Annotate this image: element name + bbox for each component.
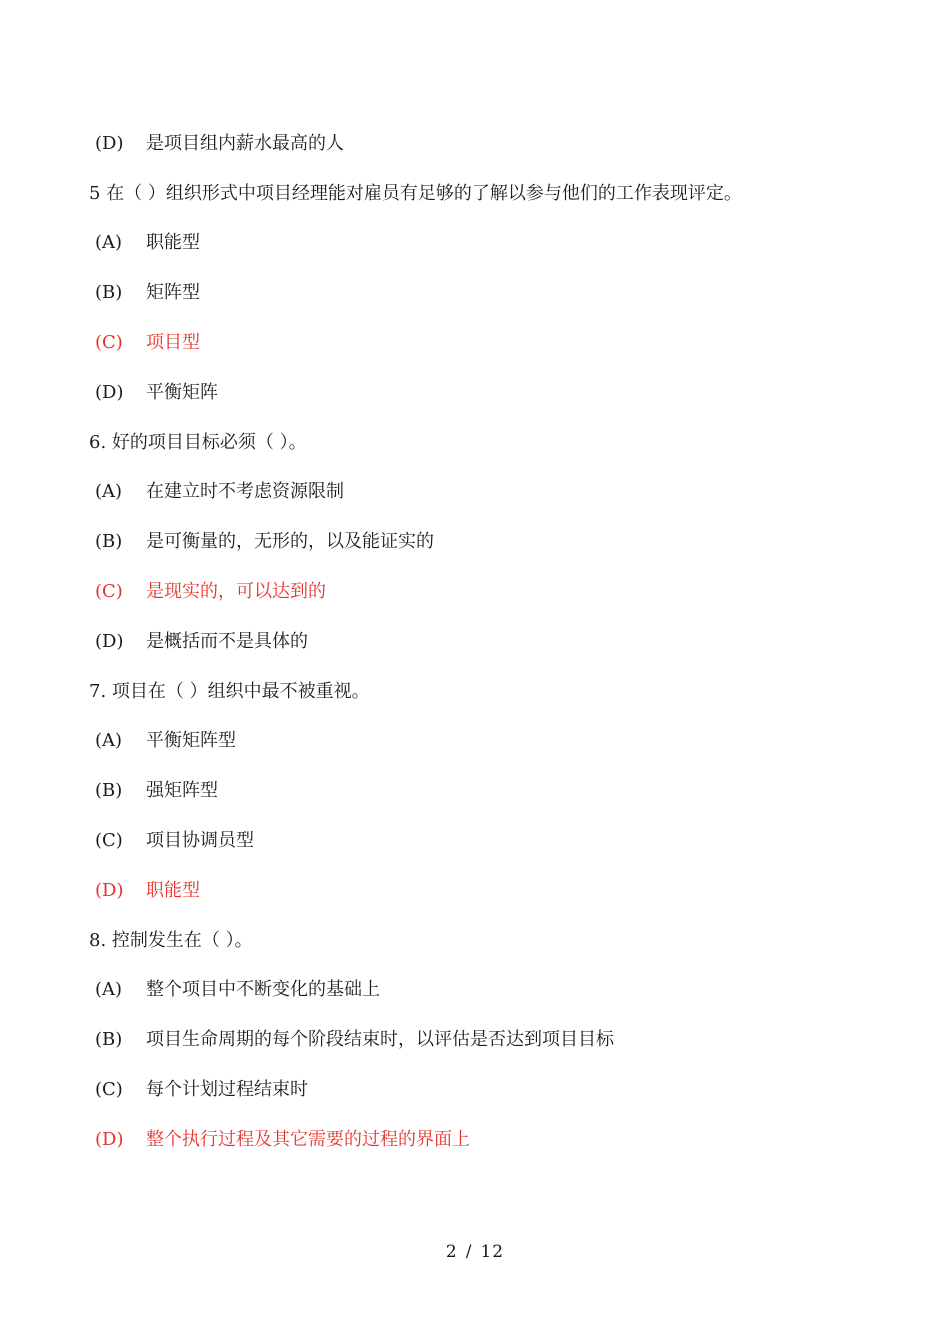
option-text: 在建立时不考虑资源限制	[146, 481, 344, 502]
option-letter: (D)	[95, 1129, 124, 1150]
q6-option-c-correct	[95, 580, 326, 604]
page-current: 2	[445, 1242, 458, 1262]
option-letter: (D)	[95, 631, 124, 652]
option-letter: (B)	[95, 282, 123, 303]
q7-stem: 7. 项目在（ ）组织中最不被重视。	[89, 681, 370, 702]
q5-option-b	[95, 281, 200, 305]
q6-option-a	[95, 480, 344, 504]
option-letter: (A)	[95, 730, 123, 751]
option-text: 矩阵型	[146, 282, 200, 303]
option-text: 强矩阵型	[146, 780, 218, 801]
option-text: 项目协调员型	[146, 830, 254, 851]
option-text: 是项目组内薪水最高的人	[146, 133, 344, 154]
option-letter: (B)	[95, 780, 123, 801]
option-text: 每个计划过程结束时	[146, 1079, 308, 1100]
option-letter: (D)	[95, 133, 124, 154]
option-letter: (B)	[95, 531, 123, 552]
page-number	[0, 1240, 950, 1264]
q5-option-a	[95, 231, 200, 255]
q7-option-b	[95, 779, 218, 803]
option-text: 平衡矩阵	[146, 382, 218, 403]
q8-stem: 8. 控制发生在（ ）。	[89, 930, 253, 951]
option-letter: (A)	[95, 481, 123, 502]
page-separator: /	[465, 1242, 473, 1262]
option-letter: (A)	[95, 232, 123, 253]
q7-option-d-correct	[95, 879, 200, 903]
q5-option-c-correct	[95, 331, 200, 355]
option-text: 平衡矩阵型	[146, 730, 236, 751]
q7-option-a	[95, 729, 236, 753]
q6-stem: 6. 好的项目目标必须（ ）。	[89, 432, 307, 453]
q4-option-d	[95, 132, 344, 156]
option-text: 整个执行过程及其它需要的过程的界面上	[146, 1129, 470, 1150]
option-letter: (D)	[95, 880, 124, 901]
option-letter: (C)	[95, 581, 123, 602]
option-letter: (C)	[95, 332, 123, 353]
option-text: 项目生命周期的每个阶段结束时，以评估是否达到项目目标	[146, 1029, 614, 1050]
option-letter: (A)	[95, 979, 123, 1000]
option-letter: (C)	[95, 1079, 123, 1100]
option-text: 是概括而不是具体的	[146, 631, 308, 652]
q5-option-d	[95, 381, 218, 405]
option-text: 职能型	[146, 880, 200, 901]
q8-option-d-correct	[95, 1128, 470, 1152]
q7-option-c	[95, 829, 254, 853]
option-text: 是可衡量的，无形的，以及能证实的	[146, 531, 434, 552]
q6-option-b	[95, 530, 434, 554]
option-letter: (D)	[95, 382, 124, 403]
q8-option-a	[95, 978, 380, 1002]
option-text: 项目型	[146, 332, 200, 353]
q5-stem: 5 在（ ）组织形式中项目经理能对雇员有足够的了解以参与他们的工作表现评定。	[89, 183, 742, 204]
option-text: 整个项目中不断变化的基础上	[146, 979, 380, 1000]
q8-option-c	[95, 1078, 308, 1102]
q8-option-b	[95, 1028, 614, 1052]
option-letter: (B)	[95, 1029, 123, 1050]
option-text: 是现实的，可以达到的	[146, 581, 326, 602]
option-text: 职能型	[146, 232, 200, 253]
page-total: 12	[480, 1242, 505, 1262]
option-letter: (C)	[95, 830, 123, 851]
q6-option-d	[95, 630, 308, 654]
